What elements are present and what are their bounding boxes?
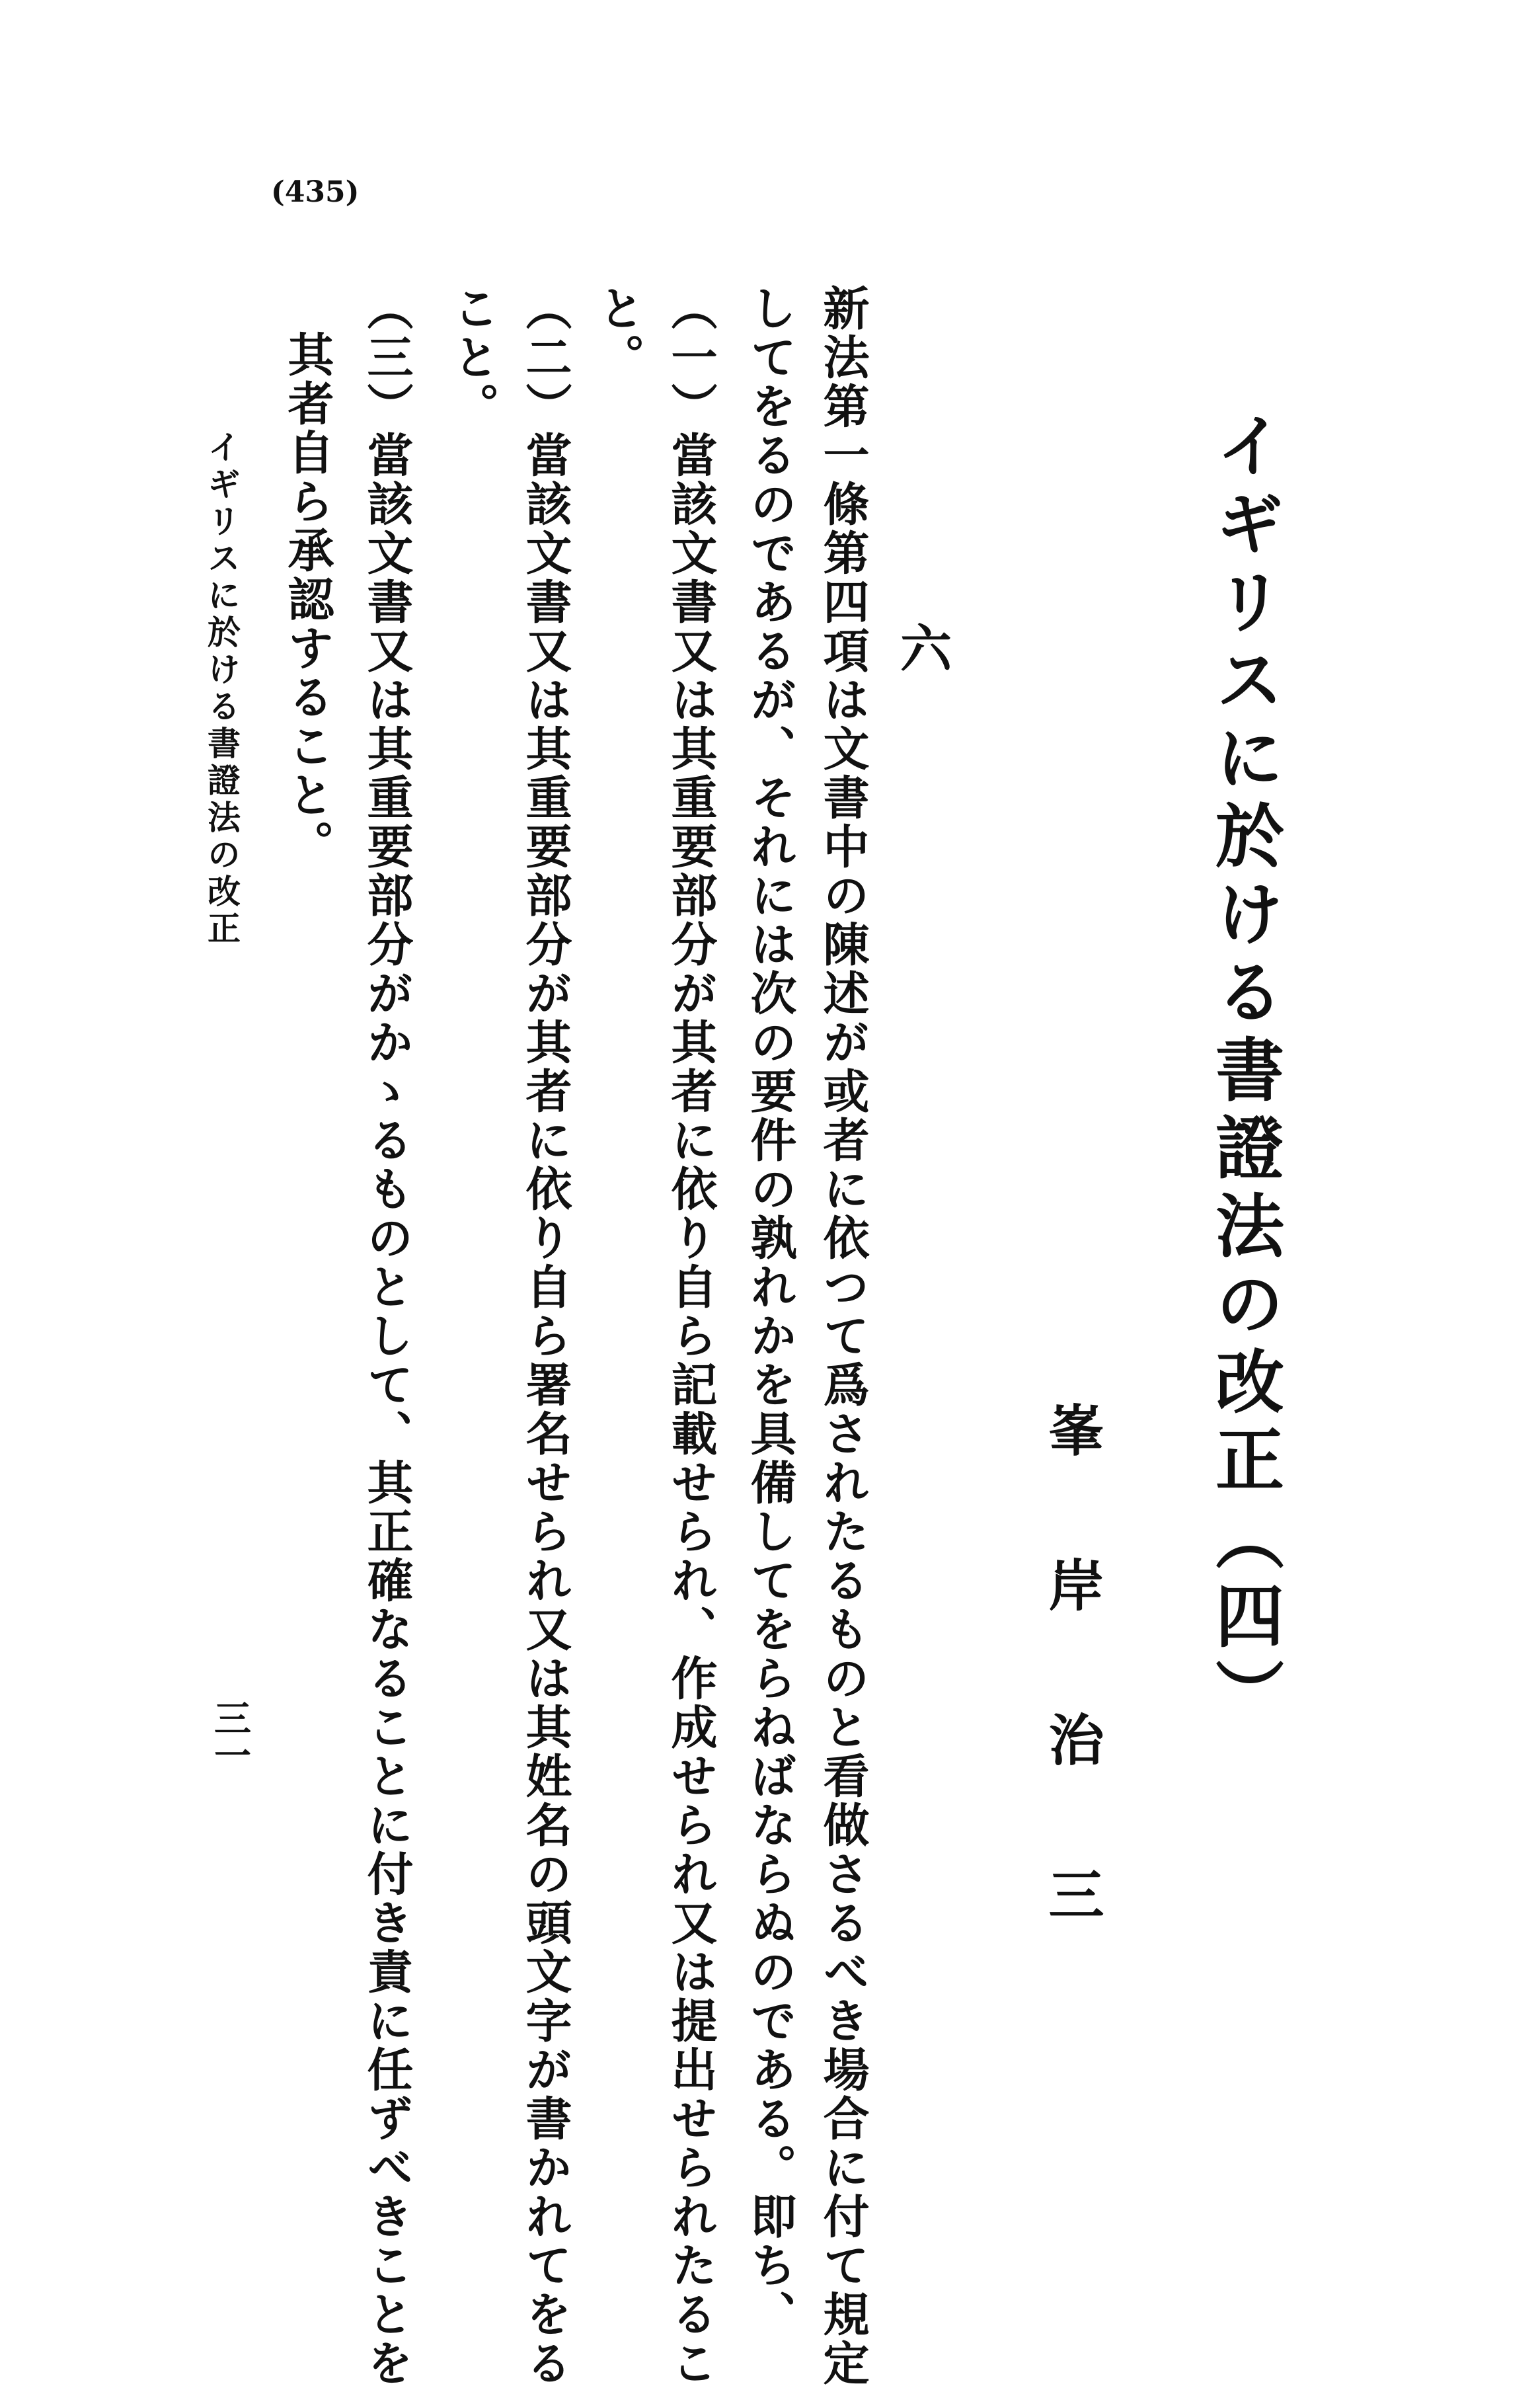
- author-name: 峯岸治三: [1040, 1402, 1105, 2020]
- article-title: イギリスに於ける書證法の改正（四）: [1204, 410, 1285, 1736]
- body-line: 新法第一條第四項は文書中の陳述が或者に依つて爲されたるものと看做さるべき場合に付て規定: [816, 284, 870, 2388]
- archive-number: (435): [271, 175, 360, 209]
- list-item-3: （三）當該文書又は其重要部分がかゝるものとして、其正確なることに付き責に任ずべきことを: [360, 284, 414, 2388]
- page-number: 三一: [208, 1699, 252, 1773]
- running-header: イギリスに於ける書證法の改正: [202, 430, 241, 948]
- body-line: してをるのであるが、それには次の要件の孰れかを具備してをらねばならぬのである。即ち、: [743, 284, 798, 2339]
- section-number: 六: [892, 621, 952, 673]
- list-item-1-continued: と。: [591, 284, 646, 382]
- list-item-2: （二）當該文書又は其重要部分が其者に依り自ら署名せられ又は其姓名の頭文字が書かれてをる: [518, 284, 573, 2388]
- list-item-3-continued: 其者自ら承認すること。: [280, 331, 335, 869]
- list-item-2-continued: こと。: [445, 284, 500, 431]
- list-item-1: （一）當該文書又は其重要部分が其者に依り自ら記載せられ、作成せられ又は提出せられたるこ: [664, 284, 718, 2388]
